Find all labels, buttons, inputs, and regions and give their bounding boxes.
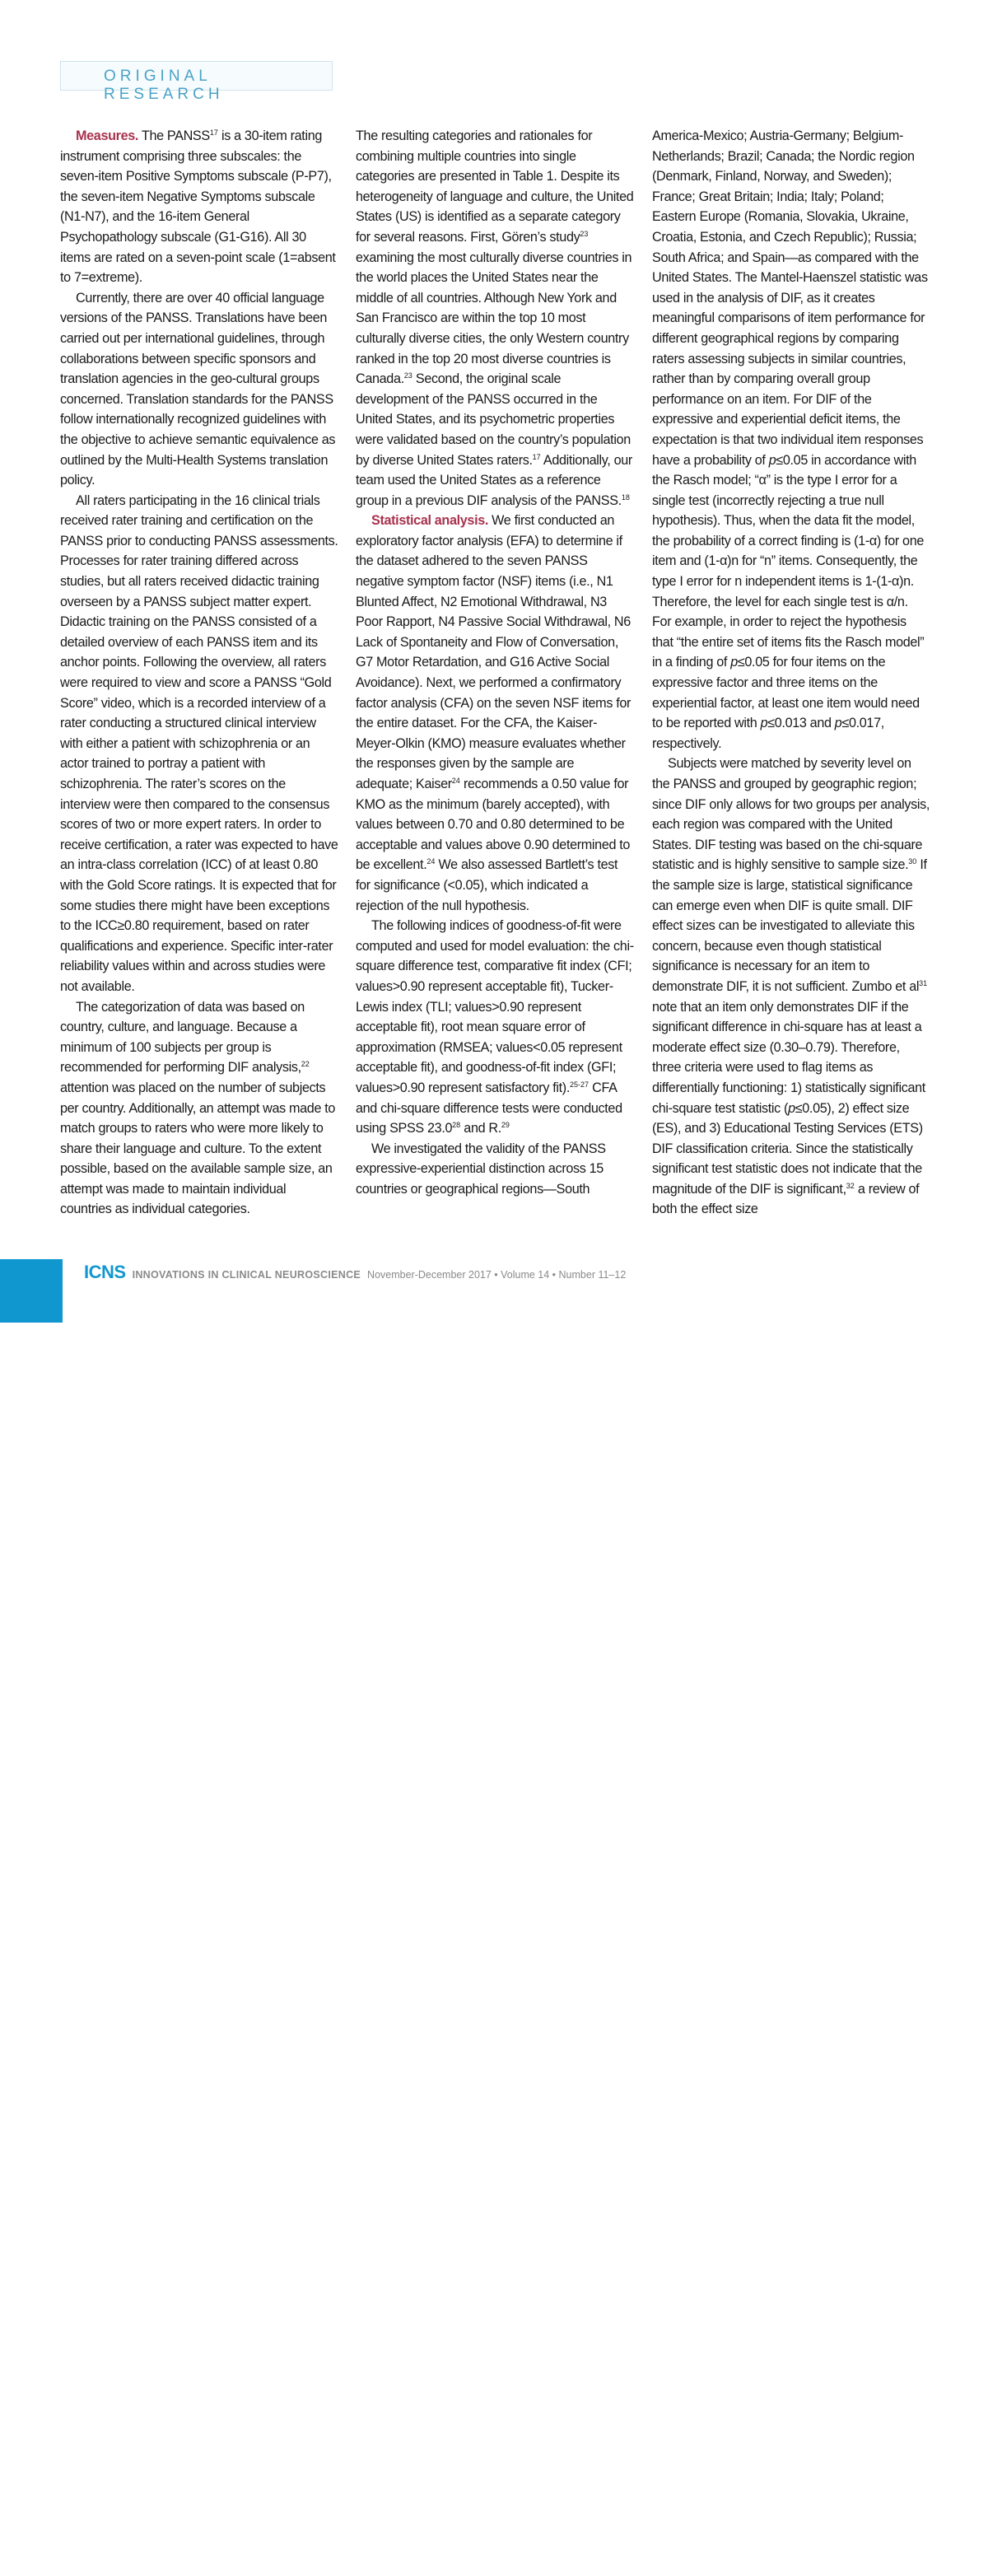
italic-p: p <box>834 716 842 731</box>
text-run: and R. <box>460 1121 501 1136</box>
text-run: America-Mexico; Austria-Germany; Belgium-Netherlands; Brazil; Canada; the Nordic region (Denmark, Finland, Norway, and Sweden); France; Great Britain; India; Italy; Poland; Eastern Europe (Romania, Slovakia, Ukraine, Croatia, Estonia, and Czech Republic); Russia; South Africa; and Spain—as compared with the United States. The Mantel-Haenszel statistic was used in the analysis of DIF, as it creates meaningful comparisons of item performance for different geographical regions by comparing raters assessing subjects in similar countries, rather than by comparing overall group performance on an item. For DIF of the expressive and experiential deficit items, the expectation is that two individual item responses have a probability of <box>652 128 928 468</box>
text-run: recommends a 0.50 value for KMO as the minimum (barely accepted), with values between 0.70 and 0.80 determined to be acceptable and values above 0.90 determined to be excellent. <box>356 777 631 873</box>
text-run: a review of both the effect size <box>652 1181 920 1217</box>
paragraph <box>652 126 930 754</box>
text-run: ≤0.017, respectively. <box>652 716 884 751</box>
text-run: ≤0.05 in accordance with the Rasch model; “α” is the type I error for a single test (incorrectly rejecting a true null hypothesis). Thus, when the data fit the model, the probability of a correct finding is (1-α) for one item and (1-α)n for “n” items. Consequently, the type I error for n independent items is 1-(1-α)n. Therefore, the level for each single test is α/n. For example, in order to reject the hypothesis that “the entire set of items fits the Rasch model” in a finding of <box>652 452 925 670</box>
text-run: ≤0.013 and <box>767 716 835 731</box>
citation-ref: 31 <box>919 978 928 987</box>
journal-logo: ICNS <box>84 1262 126 1282</box>
text-run: Second, the original scale development of the PANSS occurred in the United States, and its psychometric properties were validated based on the country’s population by diverse United States raters. <box>356 371 631 468</box>
paragraph <box>60 997 338 1220</box>
section-label: ORIGINAL RESEARCH <box>104 68 224 103</box>
text-run: Additionally, our team used the United States as a reference group in a previous DIF analysis of the PANSS. <box>356 452 632 508</box>
paragraph: All raters participating in the 16 clinical trials received rater training and certification on the PANSS prior to conducting PANSS assessments. Processes for rater training differed across studies, but all raters received didactic training overseen by a PANSS subject matter expert. Didactic training on the PANSS consisted of a detailed overview of each PANSS item and its anchor points. Following the overview, all raters were required to view and score a PANSS “Gold Score” video, which is a recorded interview of a rater conducting a structured clinical interview with either a patient with schizophrenia or an actor trained to portray a patient with schizophrenia. The rater’s scores on the interview were then compared to the consensus scores of two or more expert raters. In order to receive certification, a rater was expected to have an intra-class correlation (ICC) of at least 0.80 with the Gold Score ratings. It is expected that for some studies there might have been exceptions to the ICC≥0.80 requirement, based on rater qualifications and experience. Specific inter-rater reliability values within and across studies were not available. <box>60 492 338 994</box>
text-run: ≤0.05 for four items on the expressive factor and three items on the experiential factor, at least one item would need to be reported with <box>652 655 920 731</box>
column-left <box>60 126 338 1220</box>
paragraph-statistical-analysis <box>356 511 634 916</box>
column-right <box>652 126 930 1220</box>
text-run: We also assessed Bartlett’s test for significance (<0.05), which indicated a rejection of the null hypothesis. <box>356 857 618 913</box>
italic-p: p <box>788 1100 795 1116</box>
italic-p: p <box>730 655 738 670</box>
citation-ref: 18 <box>621 492 630 502</box>
text-run: The resulting categories and rationales for combining multiple countries into single categories are presented in Table 1. Despite its heterogeneity of language and culture, the United States (US) is identified as a separate category for several reasons. First, Gören’s study <box>356 128 634 245</box>
paragraph: We investigated the validity of the PANSS expressive-experiential distinction across 15 countries or geographical regions—South <box>356 1141 606 1197</box>
text-run: note that an item only demonstrates DIF if the significant difference in chi-square has at least a moderate effect size (0.30–0.79). Therefore, three criteria were used to flag items as differentially functioning: 1) statistically significant chi-square test statistic ( <box>652 999 925 1116</box>
citation-ref: 24 <box>426 857 436 866</box>
text-run: If the sample size is large, statistical significance can emerge even when DIF is quite small. DIF effect sizes can be investigated to alleviate this concern, because even though statistical significance is necessary for an item to demonstrate DIF, it is not sufficient. Zumbo et al <box>652 857 927 994</box>
text-run: CFA and chi-square difference tests were conducted using SPSS 23.0 <box>356 1080 622 1136</box>
citation-ref: 23 <box>403 371 412 380</box>
italic-p: p <box>768 452 776 468</box>
citation-ref: 30 <box>908 857 917 866</box>
text-run: We first conducted an exploratory factor analysis (EFA) to determine if the dataset adhered to the seven PANSS negative symptom factor (NSF) items (i.e., N1 Blunted Affect, N2 Emotional Withdrawal, N3 Poor Rapport, N4 Passive Social Withdrawal, N6 Lack of Spontaneity and Flow of Conversation, G7 Motor Retardation, and G16 Active Social Avoidance). Next, we performed a confirmatory factor analysis (CFA) on the seven NSF items for the entire dataset. For the CFA, the Kaiser-Meyer-Olkin (KMO) measure evaluates whether the responses given by the sample are adequate; Kaiser <box>356 513 631 791</box>
section-header <box>60 61 333 103</box>
citation-ref: 24 <box>451 777 460 785</box>
citation-ref: 25-27 <box>569 1080 590 1089</box>
text-run: examining the most culturally diverse countries in the world places the United States near the middle of all countries. Although New York and San Francisco are within the top 10 most culturally diverse cities, the only Western country ranked in the top 20 most diverse countries is Canada. <box>356 250 632 387</box>
subheading-measures: Measures. <box>76 128 139 143</box>
citation-ref: 28 <box>452 1121 461 1130</box>
paragraph <box>356 916 634 1139</box>
column-middle <box>356 126 634 1199</box>
citation-ref: 17 <box>532 452 541 461</box>
paragraph-measures <box>60 126 338 288</box>
text-run: The categorization of data was based on country, culture, and language. Because a minimum of 100 subjects per group is recommended for performing DIF analysis, <box>60 999 305 1076</box>
text-run: ≤0.05), 2) effect size (ES), and 3) Educational Testing Services (ETS) DIF classification criteria. Since the statistically significant test statistic does not indicate that the magnitude of the DIF is significant, <box>652 1100 923 1197</box>
subheading-statistical-analysis: Statistical analysis. <box>371 513 489 529</box>
text-run: The following indices of goodness-of-fit were computed and used for model evaluation: the chi-square difference test, comparative fit index (CFI; values>0.90 represent acceptable fit), Tucker-Lewis index (TLI; values>0.90 represent acceptable fit), root mean square error of approximation (RMSEA; values<0.05 represent acceptable fit), and goodness-of-fit index (GFI; values>0.90 represent satisfactory fit). <box>356 918 634 1095</box>
text-run: attention was placed on the number of subjects per country. Additionally, an attempt was made to match groups to raters who were more likely to share their language and culture. To the extent possible, based on the available sample size, an attempt was made to maintain individual countries as individual categories. <box>60 1080 336 1217</box>
page-number: 32 <box>21 2557 41 2575</box>
citation-ref: 29 <box>501 1121 510 1130</box>
journal-title: INNOVATIONS IN CLINICAL NEUROSCIENCE <box>132 1269 361 1281</box>
paragraph: Currently, there are over 40 official language versions of the PANSS. Translations have been carried out per international guidelines, through collaborations between specific sponsors and translation agencies in the geo-cultural groups concerned. Translation standards for the PANSS follow internationally recognized guidelines with the objective to achieve semantic equivalence as outlined by the Multi-Health Systems translation policy. <box>60 290 336 488</box>
paragraph <box>356 126 634 511</box>
text-run: The PANSS <box>138 128 210 143</box>
paragraph <box>652 754 930 1220</box>
text-run: is a 30-item rating instrument comprising three subscales: the seven-item Positive Symptoms subscale (P-P7), the seven-item Negative Symptoms subscale (N1-N7), and the 16-item General Psychopathology subscale (G1-G16). All 30 items are rated on a seven-point scale (1=absent to 7=extreme). <box>60 128 336 286</box>
issue-info: November-December 2017 • Volume 14 • Number 11–12 <box>367 1269 627 1281</box>
journal-footer <box>84 1262 626 1283</box>
italic-p: p <box>760 716 768 731</box>
citation-ref: 17 <box>209 128 218 137</box>
citation-ref: 32 <box>846 1181 855 1190</box>
citation-ref: 23 <box>580 229 589 238</box>
text-run: Subjects were matched by severity level on the PANSS and grouped by geographic region; since DIF only allows for two groups per analysis, each region was compared with the United States. DIF testing was based on the chi-square statistic and is highly sensitive to sample size. <box>652 756 930 873</box>
page-number-block <box>0 1259 63 2575</box>
citation-ref: 22 <box>301 1060 310 1069</box>
